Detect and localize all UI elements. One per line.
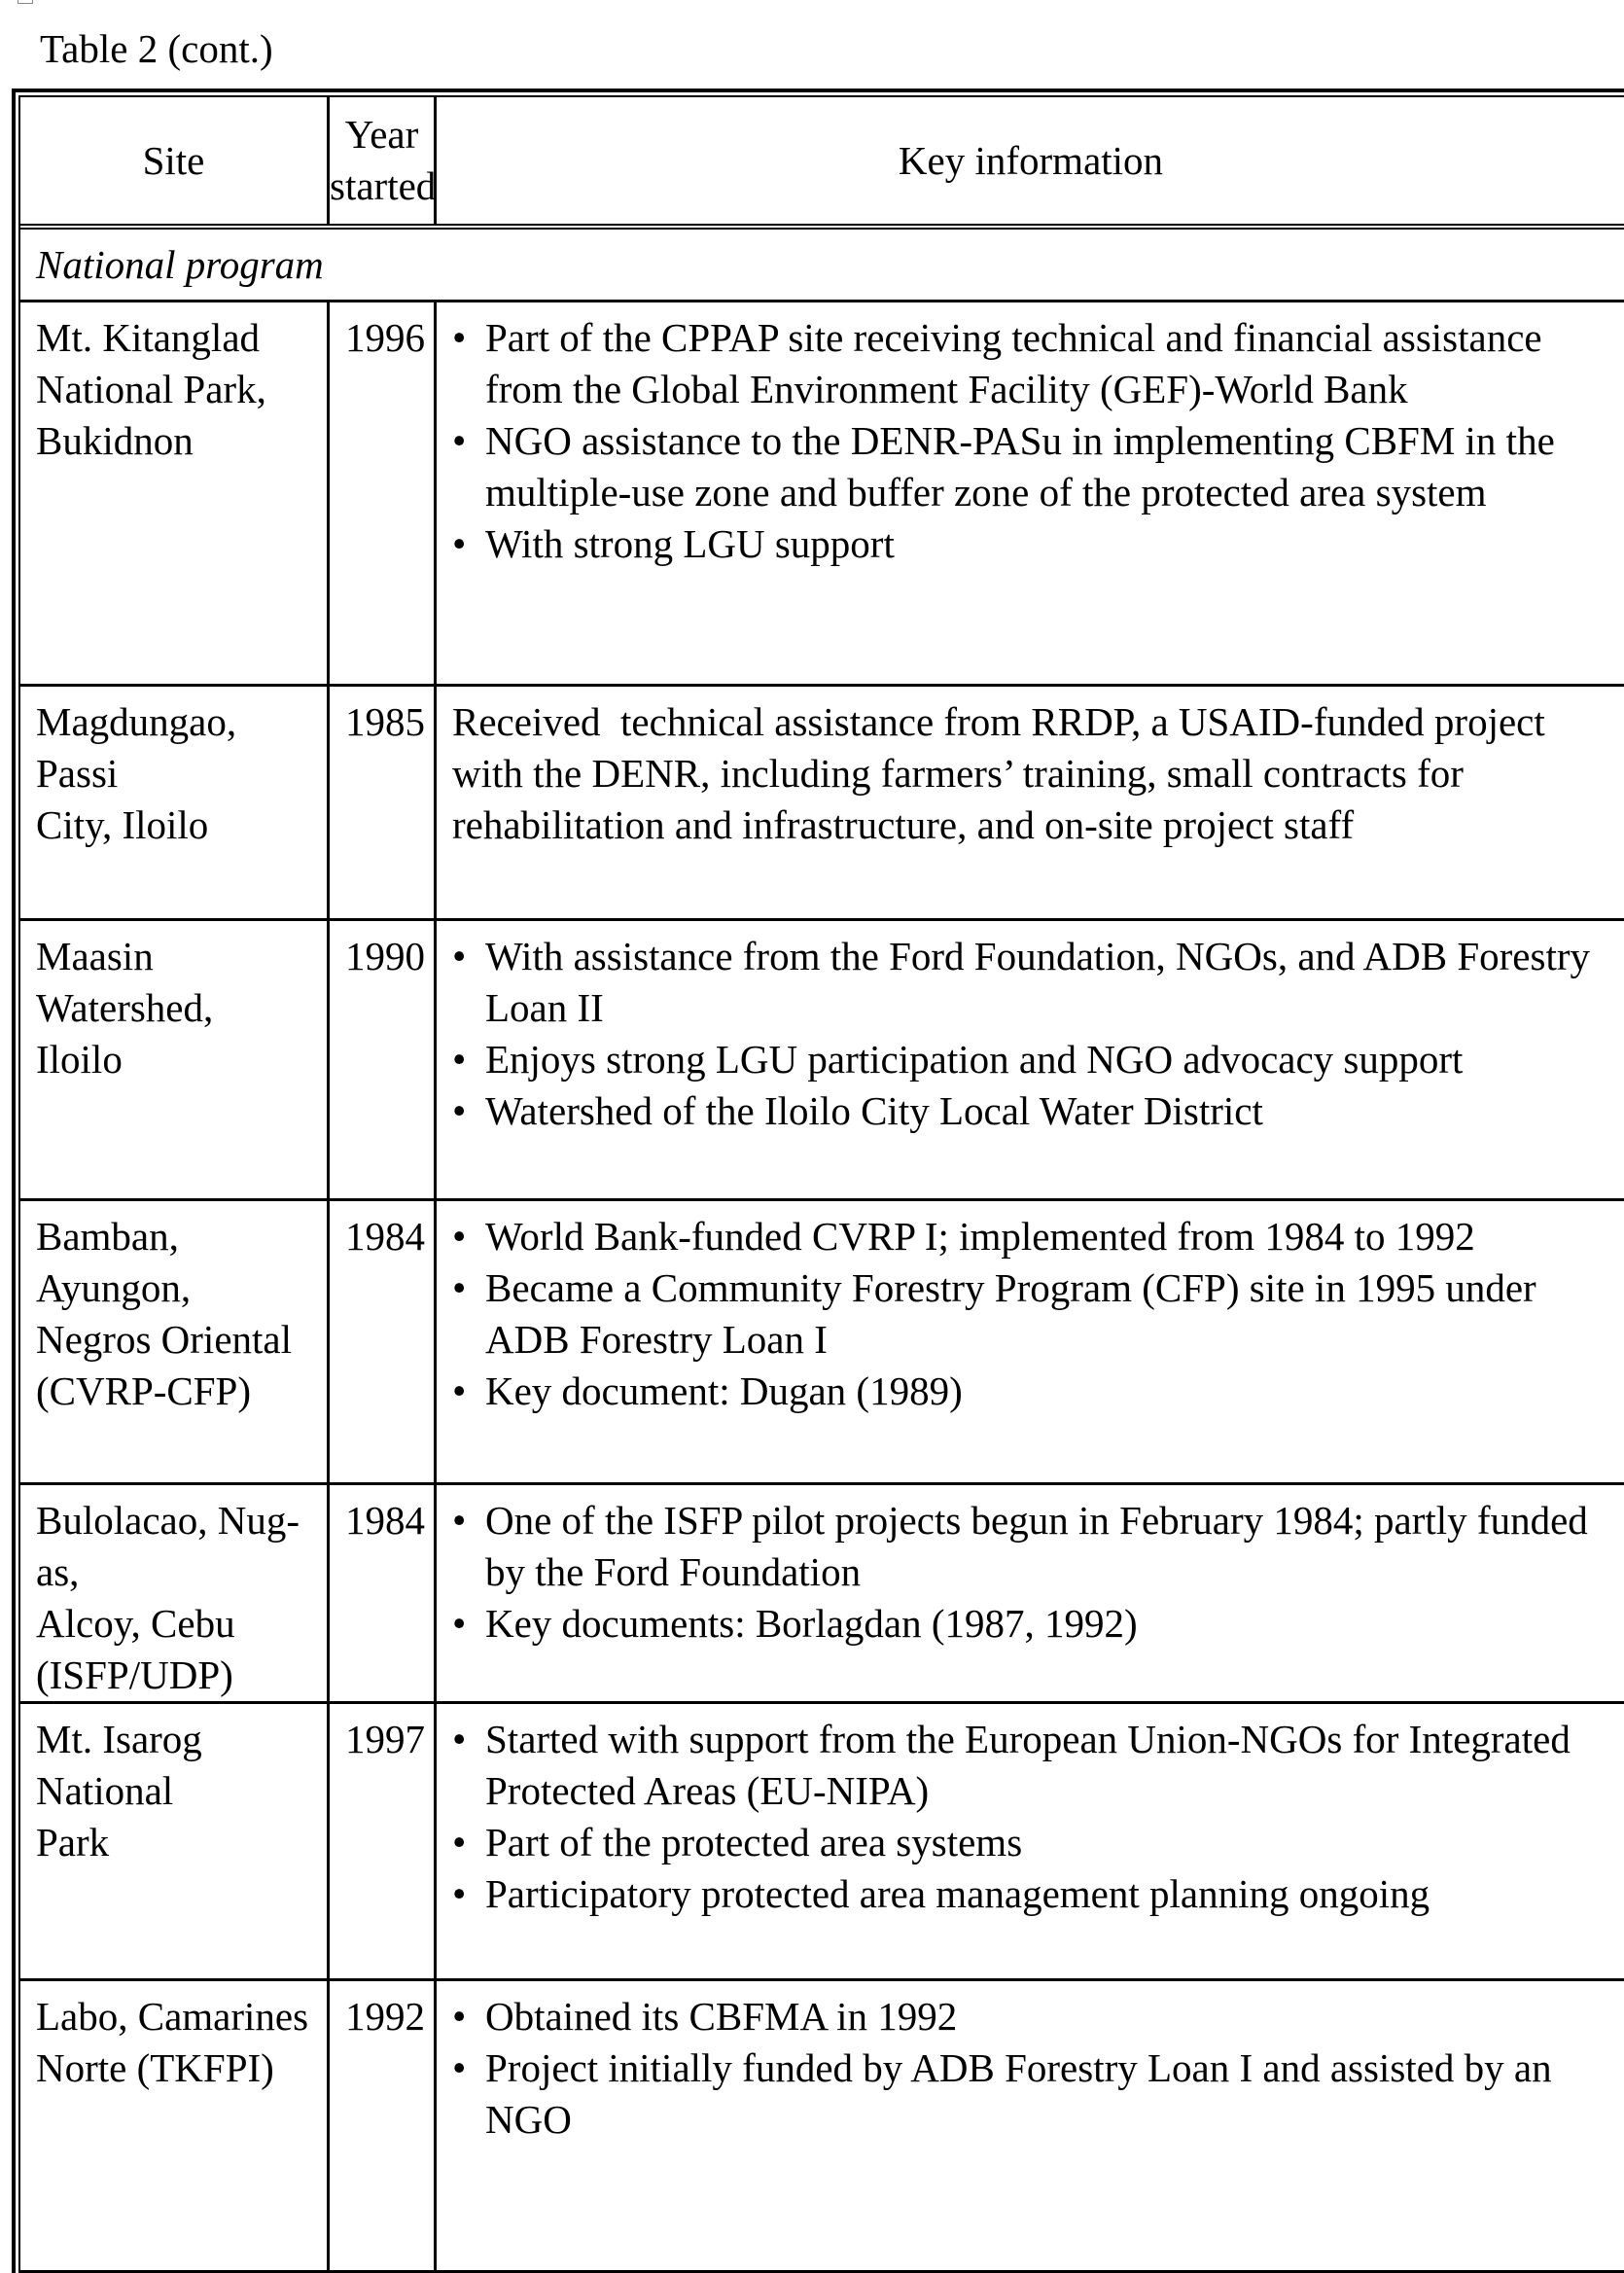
key-info-text: Received technical assistance from RRDP, a USAID-funded project with the DENR, including farmers’ training, small contracts for rehabilitation and infrastructure, and on-site project staff xyxy=(452,696,1609,851)
site-line: Magdungao, Passi xyxy=(36,696,311,799)
year-cell: 1984 xyxy=(329,1484,436,1703)
site-line: Mt. Kitanglad xyxy=(36,312,311,364)
key-info-item: • Obtained its CBFMA in 1992 xyxy=(452,1991,1609,2042)
key-info-list xyxy=(452,1211,1609,1417)
site-cell xyxy=(20,1980,329,2272)
table-row xyxy=(20,920,1624,1200)
key-info-cell xyxy=(436,1200,1624,1484)
header-site: Site xyxy=(20,97,329,227)
sites-table xyxy=(12,89,1624,2273)
key-info-cell xyxy=(436,302,1624,686)
key-info-list xyxy=(452,1714,1609,1920)
site-line: Bukidnon xyxy=(36,415,311,467)
key-info-item: • Started with support from the European Union-NGOs for Integrated Protected Areas (EU-NIPA) xyxy=(452,1714,1609,1817)
key-info-cell xyxy=(436,1980,1624,2272)
year-cell: 1996 xyxy=(329,302,436,686)
key-info-item: • NGO assistance to the DENR-PASu in implementing CBFM in the multiple-use zone and buffer zone of the protected area system xyxy=(452,415,1609,518)
key-info-cell xyxy=(436,1703,1624,1980)
key-info-item: • Project initially funded by ADB Forestry Loan I and assisted by an NGO xyxy=(452,2042,1609,2146)
header-year-line2: started xyxy=(330,163,436,208)
year-cell: 1990 xyxy=(329,920,436,1200)
key-info-list xyxy=(452,931,1609,1137)
site-cell xyxy=(20,1484,329,1703)
table-header-row xyxy=(20,97,1624,227)
key-info-item: • Part of the CPPAP site receiving technical and financial assistance from the Global Environment Facility (GEF)-World Bank xyxy=(452,312,1609,415)
site-line: Iloilo xyxy=(36,1034,311,1085)
key-info-cell xyxy=(436,1484,1624,1703)
site-cell xyxy=(20,1200,329,1484)
table-row xyxy=(20,686,1624,920)
site-line: Norte (TKFPI) xyxy=(36,2042,311,2094)
site-line: Labo, Camarines xyxy=(36,1991,311,2042)
year-cell: 1985 xyxy=(329,686,436,920)
key-info-cell xyxy=(436,920,1624,1200)
page-corner-mark xyxy=(18,0,33,4)
section-row xyxy=(20,227,1624,302)
site-line: City, Iloilo xyxy=(36,799,311,851)
site-line: Maasin Watershed, xyxy=(36,931,311,1034)
header-year-line1: Year xyxy=(345,112,419,157)
section-title: National program xyxy=(20,227,1624,302)
key-info-item: • Enjoys strong LGU participation and NGO advocacy support xyxy=(452,1034,1609,1085)
header-year-started xyxy=(329,97,436,227)
site-cell xyxy=(20,1703,329,1980)
year-cell: 1984 xyxy=(329,1200,436,1484)
key-info-item: • Became a Community Forestry Program (CFP) site in 1995 under ADB Forestry Loan I xyxy=(452,1262,1609,1366)
year-cell: 1997 xyxy=(329,1703,436,1980)
key-info-list xyxy=(452,312,1609,570)
site-line: Park xyxy=(36,1817,311,1868)
table-row xyxy=(20,1980,1624,2272)
key-info-item: • Part of the protected area systems xyxy=(452,1817,1609,1868)
table-row xyxy=(20,302,1624,686)
site-line: Negros Oriental xyxy=(36,1314,311,1366)
key-info-list xyxy=(452,1495,1609,1650)
site-line: Alcoy, Cebu xyxy=(36,1598,311,1650)
site-cell xyxy=(20,686,329,920)
site-line: Mt. Isarog National xyxy=(36,1714,311,1817)
key-info-item: • Key document: Dugan (1989) xyxy=(452,1366,1609,1417)
site-line: Bulolacao, Nug-as, xyxy=(36,1495,311,1598)
site-line: (CVRP-CFP) xyxy=(36,1366,311,1417)
key-info-item: • Watershed of the Iloilo City Local Water District xyxy=(452,1085,1609,1137)
table-row xyxy=(20,1484,1624,1703)
table-caption: Table 2 (cont.) xyxy=(40,25,273,72)
key-info-item: • One of the ISFP pilot projects begun in February 1984; partly funded by the Ford Foundation xyxy=(452,1495,1609,1598)
table-row xyxy=(20,1703,1624,1980)
year-cell: 1992 xyxy=(329,1980,436,2272)
site-cell xyxy=(20,302,329,686)
site-line: National Park, xyxy=(36,364,311,415)
key-info-item: • Participatory protected area management planning ongoing xyxy=(452,1868,1609,1920)
key-info-item: • World Bank-funded CVRP I; implemented from 1984 to 1992 xyxy=(452,1211,1609,1262)
key-info-item: • With strong LGU support xyxy=(452,518,1609,570)
key-info-list xyxy=(452,1991,1609,2146)
header-key-information: Key information xyxy=(436,97,1624,227)
site-cell xyxy=(20,920,329,1200)
site-line: (ISFP/UDP) xyxy=(36,1650,311,1701)
site-line: Bamban, Ayungon, xyxy=(36,1211,311,1314)
key-info-item: • With assistance from the Ford Foundation, NGOs, and ADB Forestry Loan II xyxy=(452,931,1609,1034)
table-row xyxy=(20,1200,1624,1484)
key-info-cell xyxy=(436,686,1624,920)
key-info-item: • Key documents: Borlagdan (1987, 1992) xyxy=(452,1598,1609,1650)
